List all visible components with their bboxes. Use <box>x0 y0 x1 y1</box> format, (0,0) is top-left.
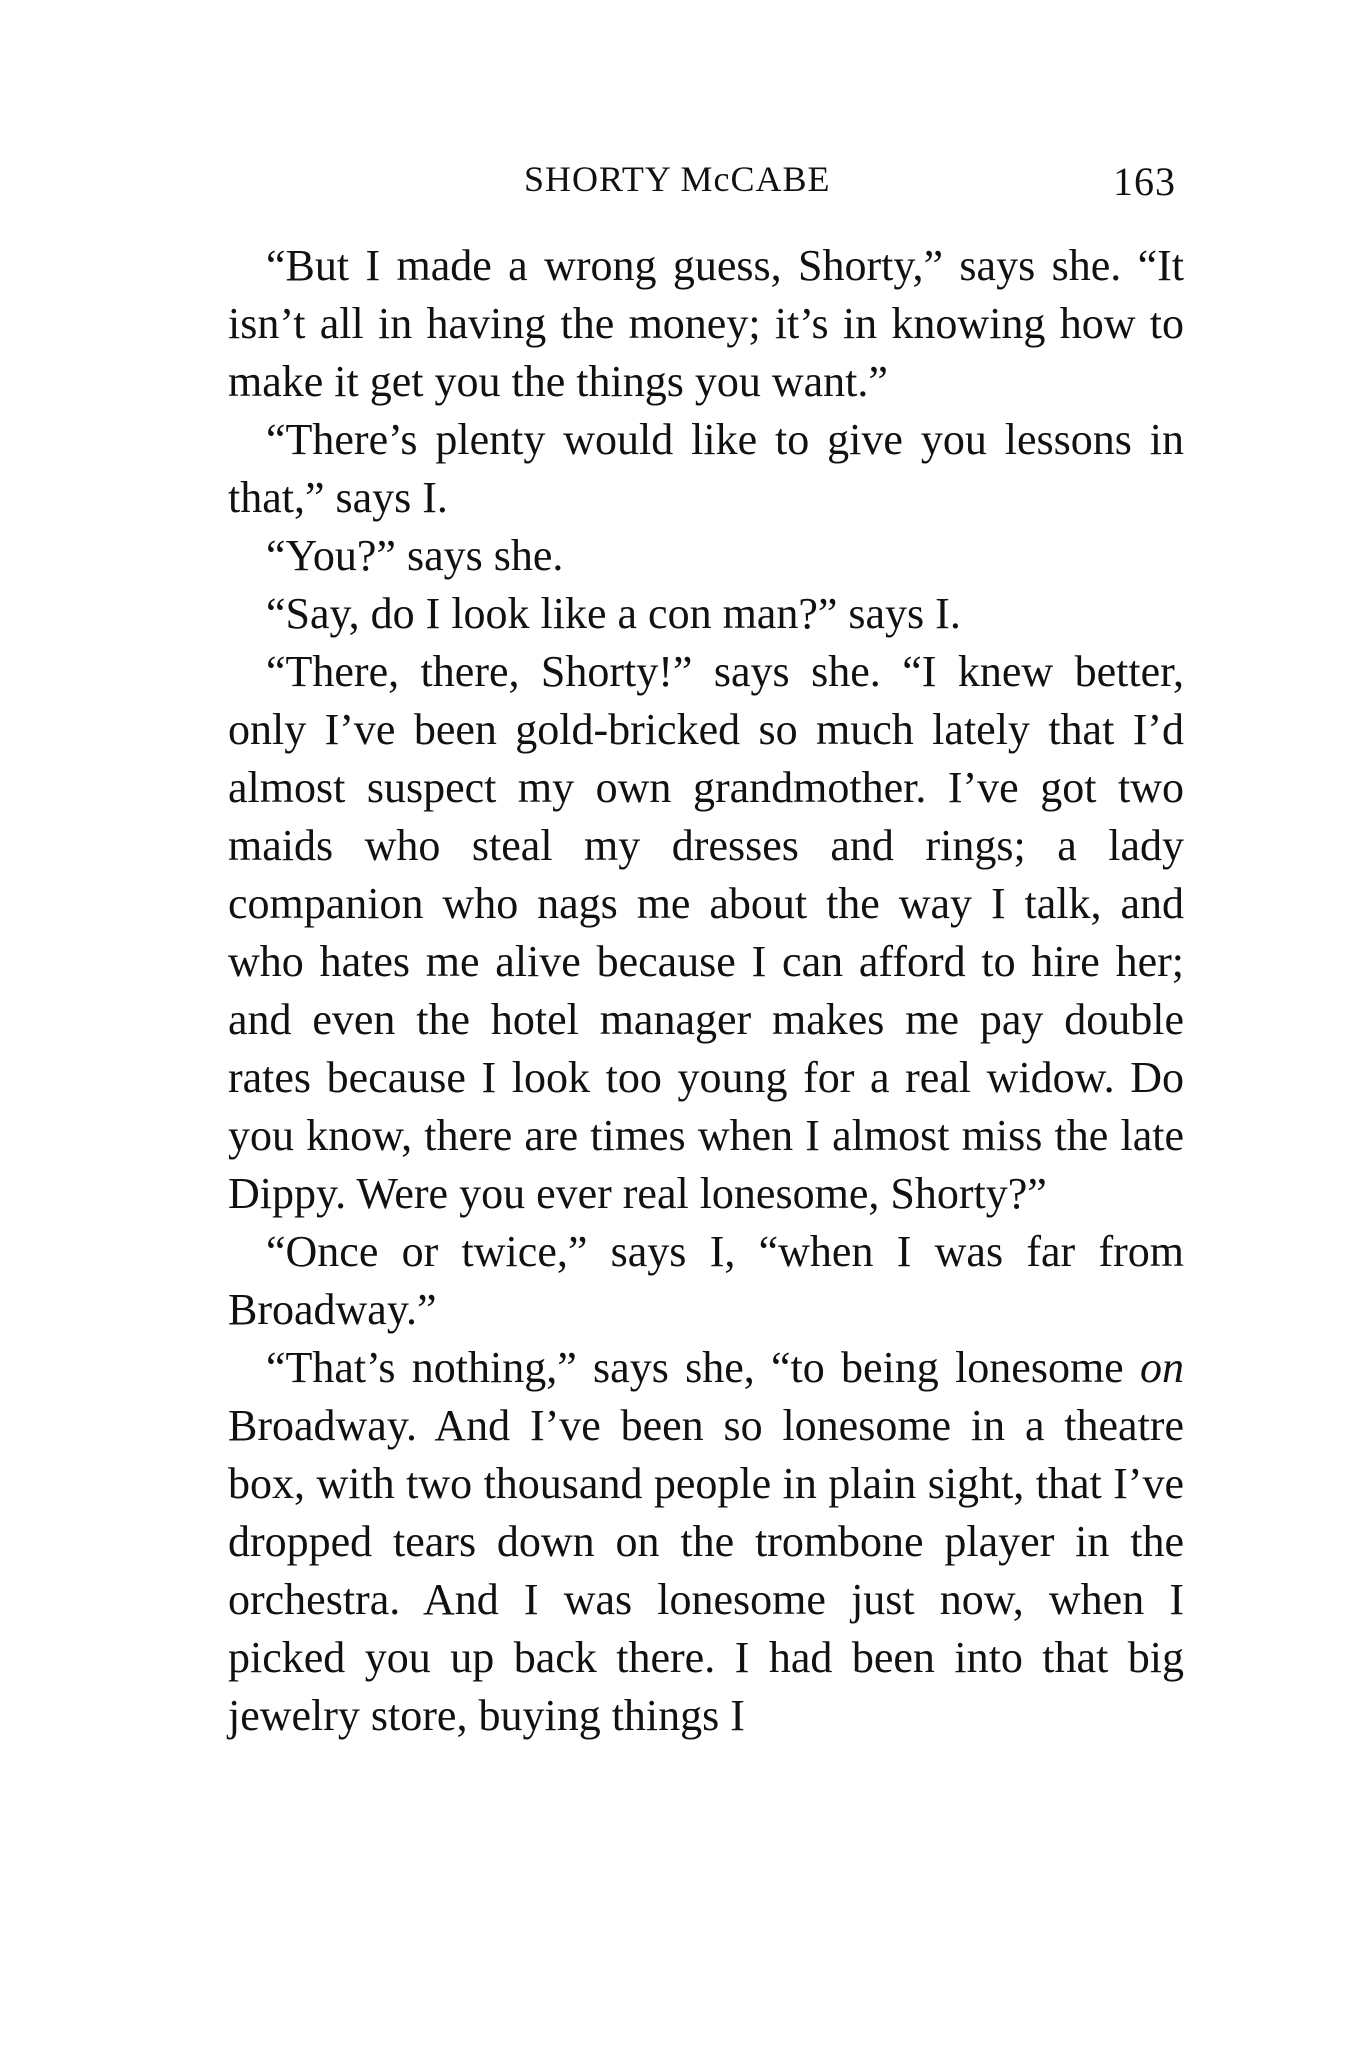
paragraph: “Once or twice,” says I, “when I was far from Broadway.” <box>228 1227 1184 1334</box>
paragraph: “There, there, Shorty!” says she. “I knew better, only I’ve been gold-bricked so much lately that I’d almost suspect my own grandmother. I’ve got two maids who steal my dresses and rings; a lady companion who nags me about the way I talk, and who hates me alive because I can afford to hire her; and even the hotel manager makes me pay double rates because I look too young for a real widow. Do you know, there are times when I almost miss the late Dippy. Were you ever real lonesome, Shorty?” <box>228 647 1184 1218</box>
paragraph: “But I made a wrong guess, Shorty,” says she. “It isn’t all in having the money; it’s in knowing how to make it get you the things you want.” <box>228 241 1184 406</box>
paragraph-text: “That’s nothing,” says she, “to being lonesome <box>266 1343 1140 1392</box>
paragraph-text: Broadway. And I’ve been so lonesome in a theatre box, with two thousand people in plain sight, that I’ve dropped tears down on the trombone player in the orchestra. And I was lonesome just now, when I picked you up back there. I had been into that big jewelry store, buying things I <box>228 1401 1184 1740</box>
paragraph <box>228 1339 1184 1745</box>
paragraph: “There’s plenty would like to give you lessons in that,” says I. <box>228 415 1184 522</box>
body-text <box>228 237 1184 1745</box>
page-number: 163 <box>1113 159 1176 204</box>
emphasized-word: on <box>1140 1343 1184 1392</box>
paragraph: “Say, do I look like a con man?” says I. <box>266 589 961 638</box>
running-header <box>226 150 1186 210</box>
paragraph: “You?” says she. <box>266 531 564 580</box>
running-title: SHORTY McCABE <box>524 159 831 199</box>
